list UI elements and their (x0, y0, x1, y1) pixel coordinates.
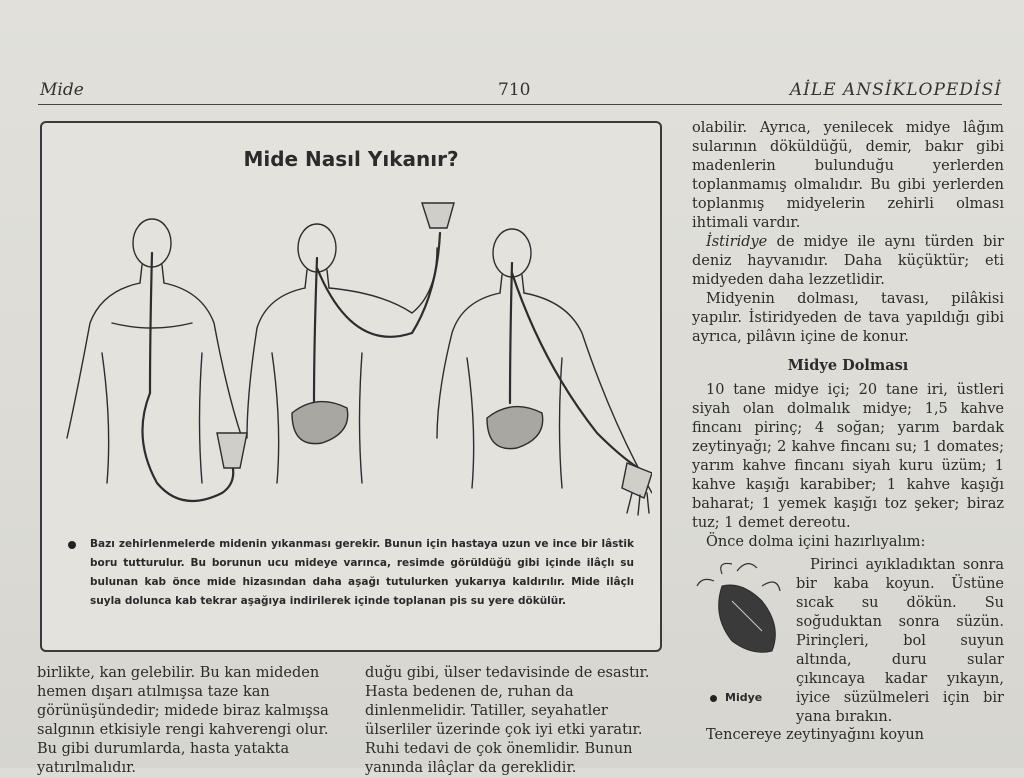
paragraph: duğu gibi, ülser tedavisinde de esastır. Hasta bedenen de, ruhan da dinlenmelidir. Tatiller, seyahatler ülserliler üzerinde çok iyi etki yaratır. Ruhi tedavi de çok önemlidir. Bunun yanında ilâçlar da gereklidir. (365, 665, 650, 776)
mussel-wrap-block (692, 556, 1004, 726)
caption-bullet (68, 541, 76, 549)
page-header (40, 80, 1004, 102)
header-rule (38, 104, 1002, 105)
mussel-caption: Midye (710, 688, 762, 707)
figure-person-3 (437, 229, 652, 515)
paragraph: Midyenin dolması, tavası, pilâkisi yapılır. İstiridyeden de tava yapıldığı gibi ayrıca, pilâvın içine de konur. (692, 291, 1004, 345)
caption-bullet (710, 695, 717, 702)
bottom-left-column (37, 664, 339, 778)
stomach-wash-figure (40, 121, 662, 652)
right-column (692, 119, 1004, 745)
paragraph: Pirinci ayıkladıktan sonra bir kaba koyun. Üstüne sıcak su dökün. Su soğuduktan sonra süzün. Pirinçleri, bol suyun altında, duru sular çıkıncaya kadar yıkayın, iyice süzülmeleri için bir yana bırakın. (796, 557, 1004, 725)
recipe-subheading: Midye Dolması (787, 357, 909, 374)
bottom-middle-column (365, 664, 665, 778)
figure-person-2 (247, 203, 454, 483)
header-book-title: AİLE ANSİKLOPEDİSİ (789, 80, 1002, 100)
page-number: 710 (498, 80, 531, 100)
stomach-wash-illustration (52, 193, 652, 523)
figure-title: Mide Nasıl Yıkanır? (243, 147, 459, 171)
paragraph: Önce dolma içini hazırlıyalım: (706, 534, 926, 550)
italic-term: İstiridye (706, 234, 768, 250)
figure-caption: Bazı zehirlenmelerde midenin yıkanması gerekir. Bunun için hastaya uzun ve ince bir lâstik boru tutturulur. Bu borunun ucu mideye varınca, resimde görüldüğü gibi içinde ilâçlı su bulunan kab önce mide hizasından daha aşağı tutulurken yukarıya kaldırılır. Mide ilâçlı suyla dolunca kab tekrar aşağıya indirilerek içinde toplanan pis su yere dökülür. (68, 535, 634, 611)
mussel-illustration (692, 556, 787, 671)
figure-person-1 (67, 219, 247, 501)
paragraph: İstiridye de midye ile aynı türden bir deniz hayvanıdır. Daha küçüktür; eti midyeden daha lezzetlidir. (692, 234, 1004, 288)
header-section-title: Mide (40, 80, 84, 100)
paragraph: Tencereye zeytinyağını koyun (706, 727, 925, 743)
paragraph: olabilir. Ayrıca, yenilecek midye lâğım sularının döküldüğü, demir, bakır gibi madenlerin bulunduğu yerlerden toplanmamış olmalıdır. Bu gibi yerlerden toplanmış midyelerin zehirli olması ihtimali vardır. (692, 120, 1004, 231)
paragraph: birlikte, kan gelebilir. Bu kan mideden hemen dışarı atılmışsa taze kan görünüşündedir; midede biraz kalmışsa salgının etkisiyle rengi kahverengi olur. Bu gibi durumlarda, hasta yatakta yatırılmalıdır. (37, 665, 329, 776)
ingredients-paragraph: 10 tane midye içi; 20 tane iri, üstleri siyah olan dolmalık midye; 1,5 kahve fincanı pirinç; 4 soğan; yarım bardak zeytinyağı; 2 kahve fincanı su; 1 domates; yarım kahve fincanı siyah kuru üzüm; 1 kahve kaşığı karabiber; 1 kahve kaşığı baharat; 1 yemek kaşığı toz şeker; biraz tuz; 1 demet dereotu. (692, 382, 1004, 531)
